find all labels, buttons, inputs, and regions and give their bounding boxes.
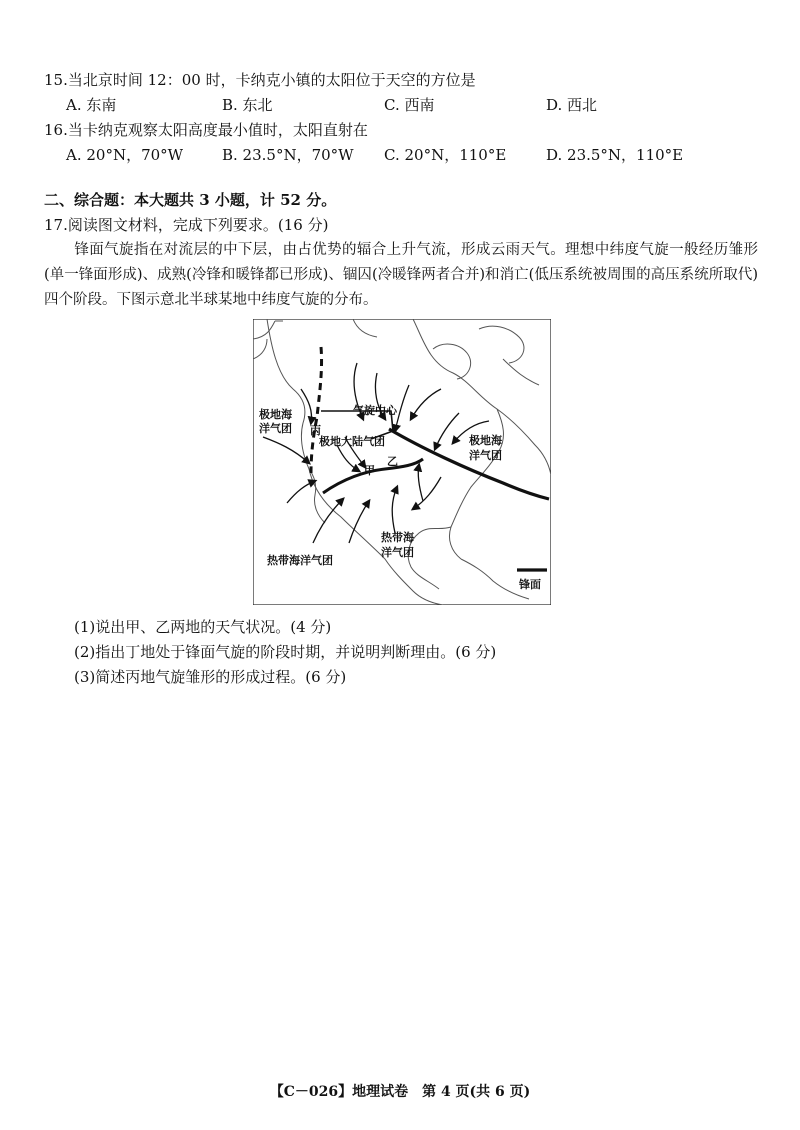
q17-sub-3: (3)简述丙地气旋雏形的形成过程。(6 分) — [74, 668, 347, 686]
label-polar-maritime-east-2: 洋气团 — [469, 449, 502, 462]
q16-option-d: D. 23.5°N，110°E — [546, 146, 684, 164]
page-footer: 【C－026】地理试卷 第 4 页(共 6 页) — [269, 1084, 531, 1100]
section-heading: 二、综合题：本大题共 3 小题，计 52 分。 — [44, 191, 337, 209]
label-tropical-maritime-east-2: 洋气团 — [381, 546, 414, 559]
q16-option-a: A. 20°N，70°W — [66, 146, 184, 164]
label-bing: 丙 — [310, 424, 321, 437]
label-polar-continental: 极地大陆气团 — [319, 435, 385, 448]
label-polar-maritime-west-1: 极地海 — [259, 408, 292, 421]
label-yi: 乙 — [387, 455, 398, 468]
q17-paragraph-text: 锋面气旋指在对流层的中下层，由占优势的辐合上升气流，形成云雨天气。理想中纬度气旋一般经历雏形(单一锋面形成)、成熟(冷锋和暖锋都已形成)、锢囚(冷暖锋两者合并)和消亡(低压系统被周围的高压系统所取代)四个阶段。下图示意北半球某地中纬度气旋的分布。 — [44, 242, 758, 308]
q15-stem: 15.当北京时间 12：00 时，卡纳克小镇的太阳位于天空的方位是 — [44, 71, 476, 89]
q15-option-a: A. 东南 — [66, 96, 117, 114]
label-tropical-maritime-west: 热带海洋气团 — [267, 554, 333, 567]
q16-option-c: C. 20°N，110°E — [384, 146, 507, 164]
label-jia: 甲 — [364, 464, 375, 477]
q16-option-b: B. 23.5°N，70°W — [222, 146, 354, 164]
label-polar-maritime-east-1: 极地海 — [469, 434, 502, 447]
q17-stem: 17.阅读图文材料，完成下列要求。(16 分) — [44, 216, 329, 234]
q17-sub-2: (2)指出丁地处于锋面气旋的阶段时期，并说明判断理由。(6 分) — [74, 643, 497, 661]
q15-option-d: D. 西北 — [546, 96, 598, 114]
legend-front-label: 锋面 — [519, 578, 541, 591]
q17-sub-1: (1)说出甲、乙两地的天气状况。(4 分) — [74, 618, 332, 636]
label-tropical-maritime-east-1: 热带海 — [381, 531, 414, 544]
q15-option-c: C. 西南 — [384, 96, 435, 114]
label-cyclone-center: 气旋中心 — [353, 404, 397, 417]
q17-paragraph — [44, 238, 758, 313]
cyclone-map-figure — [253, 319, 551, 605]
q16-stem: 16.当卡纳克观察太阳高度最小值时，太阳直射在 — [44, 121, 368, 139]
label-polar-maritime-west-2: 洋气团 — [259, 422, 292, 435]
q15-option-b: B. 东北 — [222, 96, 273, 114]
